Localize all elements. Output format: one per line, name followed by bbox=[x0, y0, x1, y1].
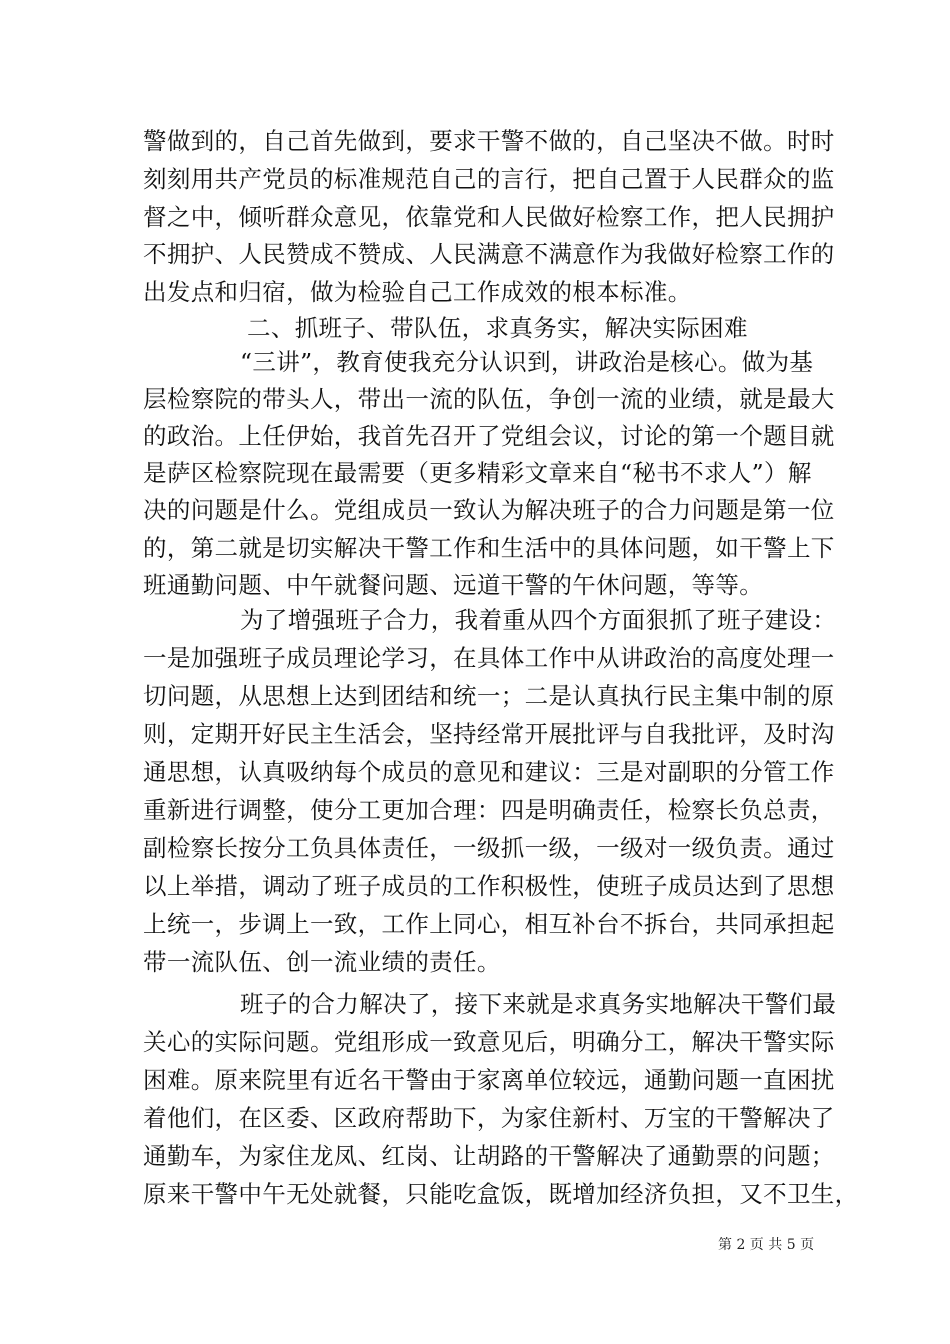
text-line: 着他们，在区委、区政府帮助下，为家住新村、万宝的干警解决了 bbox=[143, 1104, 835, 1132]
section-heading: 二、抓班子、带队伍，求真务实，解决实际困难 bbox=[247, 314, 748, 342]
text-line: 督之中，倾听群众意见，依靠党和人民做好检察工作，把人民拥护 bbox=[143, 203, 835, 231]
text-line: 关心的实际问题。党组形成一致意见后，明确分工，解决干警实际 bbox=[143, 1028, 835, 1056]
text-line: 刻刻用共产党员的标准规范自己的言行，把自己置于人民群众的监 bbox=[143, 165, 835, 193]
text-line: 的，第二就是切实解决干警工作和生活中的具体问题，如干警上下 bbox=[143, 534, 835, 562]
text-line: 的政治。上任伊始，我首先召开了党组会议，讨论的第一个题目就 bbox=[143, 422, 835, 450]
text-line: 班通勤问题、中午就餐问题、远道干警的午休问题，等等。 bbox=[143, 571, 764, 599]
text-line: 出发点和归宿，做为检验自己工作成效的根本标准。 bbox=[143, 278, 692, 306]
text-line: 层检察院的带头人，带出一流的队伍，争创一流的业绩，就是最大 bbox=[143, 385, 835, 413]
text-line: 决的问题是什么。党组成员一致认为解决班子的合力问题是第一位 bbox=[143, 496, 835, 524]
text-line: 以上举措，调动了班子成员的工作积极性，使班子成员达到了思想 bbox=[143, 872, 835, 900]
text-line: 为了增强班子合力，我着重从四个方面狠抓了班子建设： bbox=[240, 606, 837, 634]
text-line: 副检察长按分工负具体责任，一级抓一级，一级对一级负责。通过 bbox=[143, 834, 835, 862]
text-line: 切问题，从思想上达到团结和统一；二是认真执行民主集中制的原 bbox=[143, 682, 835, 710]
text-line: 是萨区检察院现在最需要（更多精彩文章来自“秘书不求人”）解 bbox=[143, 459, 812, 487]
text-line: “三讲”，教育使我充分认识到，讲政治是核心。做为基 bbox=[240, 348, 814, 376]
text-line: 班子的合力解决了，接下来就是求真务实地解决干警们最 bbox=[240, 990, 837, 1018]
text-line: 带一流队伍、创一流业绩的责任。 bbox=[143, 948, 501, 976]
page-number: 第 2 页 共 5 页 bbox=[718, 1237, 815, 1253]
text-line: 警做到的，自己首先做到，要求干警不做的，自己坚决不做。时时 bbox=[143, 127, 835, 155]
text-line: 一是加强班子成员理论学习，在具体工作中从讲政治的高度处理一 bbox=[143, 644, 835, 672]
text-line: 重新进行调整，使分工更加合理：四是明确责任，检察长负总责， bbox=[143, 796, 835, 824]
text-line: 则，定期开好民主生活会，坚持经常开展批评与自我批评，及时沟 bbox=[143, 720, 835, 748]
text-line: 通思想，认真吸纳每个成员的意见和建议：三是对副职的分管工作 bbox=[143, 758, 835, 786]
text-line: 不拥护、人民赞成不赞成、人民满意不满意作为我做好检察工作的 bbox=[143, 240, 835, 268]
text-line: 通勤车，为家住龙凤、红岗、让胡路的干警解决了通勤票的问题； bbox=[143, 1142, 835, 1170]
text-line: 原来干警中午无处就餐，只能吃盒饭，既增加经济负担，又不卫生， bbox=[143, 1180, 859, 1208]
text-line: 上统一，步调上一致，工作上同心，相互补台不拆台，共同承担起 bbox=[143, 910, 835, 938]
text-line: 困难。原来院里有近名干警由于家离单位较远，通勤问题一直困扰 bbox=[143, 1066, 835, 1094]
